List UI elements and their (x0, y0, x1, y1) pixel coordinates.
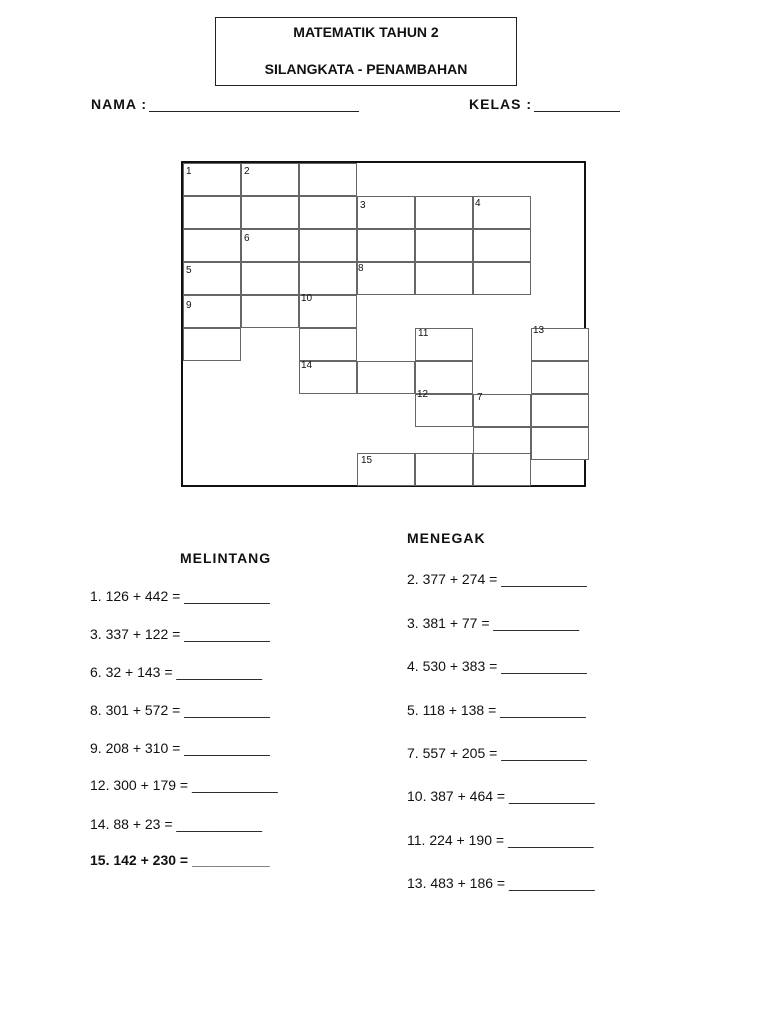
grid-cell[interactable] (415, 453, 473, 486)
grid-number-1: 1 (186, 166, 192, 177)
menegak-clue-3: 3. 381 + 77 = ___________ (407, 615, 580, 631)
menegak-clue-10: 10. 387 + 464 = ___________ (407, 788, 595, 804)
grid-cell[interactable] (531, 427, 589, 460)
grid-cell[interactable] (299, 196, 357, 229)
melintang-clue-3: 3. 337 + 122 = ___________ (90, 626, 270, 642)
nama-label: NAMA : (91, 96, 148, 112)
grid-cell[interactable] (357, 229, 415, 262)
grid-cell[interactable] (299, 262, 357, 295)
grid-cell[interactable] (299, 163, 357, 196)
grid-number-7: 7 (477, 392, 483, 403)
kelas-label: KELAS : (469, 96, 532, 112)
grid-number-10: 10 (301, 293, 313, 304)
grid-number-6: 6 (244, 233, 250, 244)
menegak-clue-2: 2. 377 + 274 = ___________ (407, 571, 587, 587)
title-box (215, 17, 517, 86)
grid-cell[interactable] (473, 262, 531, 295)
worksheet-title: MATEMATIK TAHUN 2 (293, 24, 439, 40)
melintang-clue-1: 1. 126 + 442 = ___________ (90, 588, 270, 604)
grid-cell[interactable] (299, 328, 357, 361)
grid-number-8: 8 (358, 263, 364, 274)
worksheet-subtitle: SILANGKATA - PENAMBAHAN (264, 61, 468, 77)
grid-number-5: 5 (186, 265, 192, 276)
melintang-heading: MELINTANG (180, 550, 272, 566)
grid-cell[interactable] (415, 262, 473, 295)
grid-number-14: 14 (301, 360, 313, 371)
melintang-clue-15: 15. 142 + 230 = __________ (90, 852, 270, 868)
grid-number-3: 3 (360, 200, 366, 211)
grid-cell[interactable] (473, 229, 531, 262)
grid-number-9: 9 (186, 300, 192, 311)
menegak-clue-5: 5. 118 + 138 = ___________ (407, 702, 586, 718)
grid-number-12: 12 (417, 389, 429, 400)
melintang-clue-8: 8. 301 + 572 = ___________ (90, 702, 270, 718)
grid-number-15: 15 (361, 455, 373, 466)
grid-cell[interactable] (241, 295, 299, 328)
crossword-grid (181, 161, 586, 487)
kelas-field[interactable] (469, 96, 620, 112)
menegak-clue-13: 13. 483 + 186 = ___________ (407, 875, 595, 891)
menegak-clue-7: 7. 557 + 205 = ___________ (407, 745, 587, 761)
grid-cell[interactable] (531, 394, 589, 427)
grid-cell[interactable] (531, 361, 589, 394)
nama-field[interactable] (91, 96, 359, 112)
menegak-clue-4: 4. 530 + 383 = ___________ (407, 658, 587, 674)
kelas-blank-line[interactable] (534, 97, 620, 112)
nama-blank-line[interactable] (149, 97, 359, 112)
grid-number-2: 2 (244, 166, 250, 177)
grid-number-11: 11 (418, 328, 429, 339)
grid-cell[interactable] (473, 196, 531, 229)
grid-cell[interactable] (299, 229, 357, 262)
grid-cell[interactable] (357, 262, 415, 295)
grid-number-4: 4 (475, 198, 481, 209)
melintang-clue-12: 12. 300 + 179 = ___________ (90, 777, 278, 793)
menegak-heading: MENEGAK (407, 530, 486, 546)
melintang-clue-14: 14. 88 + 23 = ___________ (90, 816, 263, 832)
grid-cell[interactable] (415, 196, 473, 229)
melintang-clue-6: 6. 32 + 143 = ___________ (90, 664, 263, 680)
grid-cell[interactable] (183, 328, 241, 361)
menegak-clue-11: 11. 224 + 190 = ___________ (407, 832, 594, 848)
grid-number-13: 13 (533, 325, 545, 336)
grid-cell[interactable] (183, 196, 241, 229)
grid-cell[interactable] (415, 229, 473, 262)
melintang-clue-9: 9. 208 + 310 = ___________ (90, 740, 270, 756)
grid-cell[interactable] (241, 196, 299, 229)
grid-cell[interactable] (357, 361, 415, 394)
grid-cell[interactable] (183, 229, 241, 262)
grid-cell[interactable] (473, 453, 531, 486)
grid-cell[interactable] (241, 262, 299, 295)
